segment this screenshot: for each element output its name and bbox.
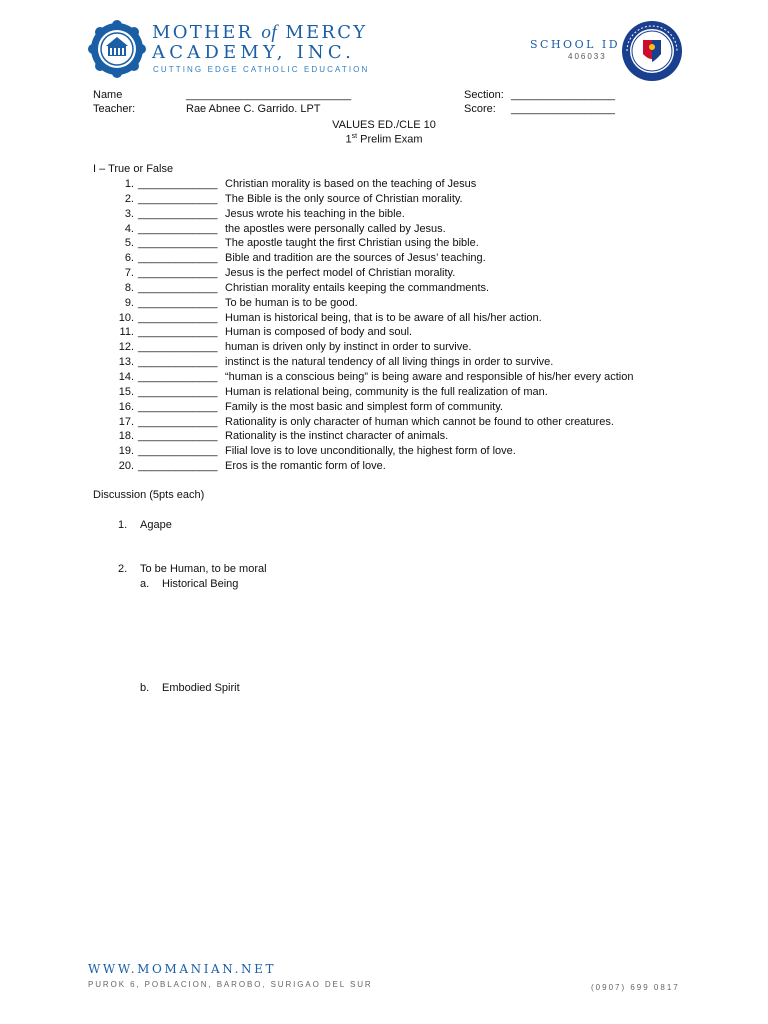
teacher-name: Rae Abnee C. Garrido. LPT	[186, 103, 321, 115]
exam-title: 1st Prelim Exam	[345, 133, 423, 146]
item-statement: To be human is to be good.	[225, 296, 358, 309]
item-number: 17.	[118, 415, 134, 428]
answer-blank[interactable]: _____________	[138, 252, 218, 265]
item-number: 9.	[124, 296, 134, 309]
item-number: 2.	[124, 192, 134, 205]
school-name-line2: ACADEMY, INC.	[152, 42, 356, 63]
item-number: 1.	[124, 178, 134, 190]
item-statement: instinct is the natural tendency of all living things in order to survive.	[225, 356, 554, 369]
section-field[interactable]: _________________	[511, 89, 616, 101]
answer-blank[interactable]: _____________	[138, 385, 218, 398]
answer-blank[interactable]: _____________	[138, 326, 218, 339]
sub-item-label: b.	[140, 682, 150, 694]
school-tagline: CUTTING EDGE CATHOLIC EDUCATION	[153, 65, 370, 74]
item-statement: Eros is the romantic form of love.	[225, 460, 386, 473]
answer-blank[interactable]: _____________	[138, 222, 218, 235]
item-number: 14.	[118, 370, 134, 383]
answer-blank[interactable]: _____________	[138, 415, 218, 428]
school-phone: (0907) 699 0817	[591, 983, 680, 992]
answer-blank[interactable]: _____________	[138, 311, 218, 324]
item-statement: Human is historical being, that is to be aware of all his/her action.	[225, 311, 542, 324]
answer-blank[interactable]: _____________	[138, 356, 218, 369]
name-label: Name	[93, 89, 123, 101]
section-label: Section:	[464, 89, 504, 101]
item-number: 18.	[118, 430, 134, 443]
item-number: 20.	[118, 460, 134, 473]
answer-blank[interactable]: _____________	[138, 192, 218, 205]
item-number: 5.	[124, 237, 134, 250]
school-id-label: SCHOOL ID	[530, 38, 621, 51]
answer-blank[interactable]: _____________	[138, 370, 218, 383]
sub-item-embodied-spirit: Embodied Spirit	[162, 682, 240, 694]
item-number: 8.	[124, 281, 134, 294]
item-number: 7.	[124, 267, 134, 280]
name-field[interactable]: ___________________________	[186, 89, 352, 101]
teacher-label: Teacher:	[93, 103, 136, 115]
item-statement: “human is a conscious being” is being aware and responsible of his/her every action	[225, 370, 634, 383]
answer-blank[interactable]: _____________	[138, 237, 218, 250]
school-logo	[88, 20, 146, 78]
answer-blank[interactable]: _____________	[138, 207, 218, 220]
item-number: 15.	[118, 385, 134, 398]
answer-blank[interactable]: _____________	[138, 445, 218, 458]
answer-blank[interactable]: _____________	[138, 341, 218, 354]
discussion-item-number: 2.	[118, 563, 128, 575]
score-label: Score:	[464, 103, 496, 115]
item-statement: Bible and tradition are the sources of Jesus’ teaching.	[225, 252, 486, 265]
discussion-item-agape: Agape	[140, 519, 172, 531]
discussion-heading: Discussion (5pts each)	[93, 489, 205, 501]
item-statement: Family is the most basic and simplest form of community.	[225, 400, 503, 413]
score-field[interactable]: _________________	[511, 103, 616, 115]
item-number: 11.	[119, 326, 134, 339]
item-statement: the apostles were personally called by Jesus.	[225, 222, 446, 235]
subject-title: VALUES ED./CLE 10	[332, 119, 436, 131]
sub-item-label: a.	[140, 578, 150, 590]
item-statement: Jesus wrote his teaching in the bible.	[225, 207, 405, 220]
item-statement: Rationality is only character of human which cannot be found to other creatures.	[225, 415, 614, 428]
item-statement: The apostle taught the first Christian using the bible.	[225, 237, 479, 250]
answer-blank[interactable]: _____________	[138, 267, 218, 280]
school-name: MOTHER of MERCY	[152, 22, 368, 43]
sub-item-historical-being: Historical Being	[162, 578, 239, 590]
item-statement: Human is relational being, community is the full realization of man.	[225, 385, 548, 398]
answer-blank[interactable]: _____________	[138, 400, 218, 413]
answer-blank[interactable]: _____________	[138, 460, 218, 473]
item-statement: The Bible is the only source of Christian morality.	[225, 192, 463, 205]
school-id-value: 406033	[568, 52, 607, 61]
item-number: 6.	[124, 252, 134, 265]
discussion-item-number: 1.	[118, 519, 128, 531]
answer-blank[interactable]: _____________	[138, 296, 218, 309]
item-statement: Christian morality entails keeping the commandments.	[225, 281, 490, 294]
item-statement: Rationality is the instinct character of animals.	[225, 430, 449, 443]
item-number: 3.	[124, 207, 134, 220]
answer-blank[interactable]: _____________	[138, 430, 218, 443]
discussion-item-human-moral: To be Human, to be moral	[140, 563, 267, 575]
school-address: PUROK 6, POBLACION, BAROBO, SURIGAO DEL SUR	[88, 980, 373, 989]
item-statement: Jesus is the perfect model of Christian morality.	[225, 267, 456, 280]
item-number: 13.	[118, 356, 134, 369]
item-number: 4.	[124, 222, 134, 235]
item-number: 19.	[118, 445, 134, 458]
item-statement: Filial love is to love unconditionally, the highest form of love.	[225, 445, 516, 458]
item-number: 16.	[118, 400, 134, 413]
true-false-heading: I – True or False	[93, 163, 174, 175]
website-url: WWW.MOMANIAN.NET	[88, 962, 277, 976]
answer-blank[interactable]: _____________	[138, 281, 218, 294]
deped-seal	[621, 20, 683, 82]
item-number: 10.	[118, 311, 134, 324]
item-statement: human is driven only by instinct in order to survive.	[225, 341, 472, 354]
item-number: 12.	[118, 341, 134, 354]
item-statement: Human is composed of body and soul.	[225, 326, 413, 339]
item-statement: Christian morality is based on the teaching of Jesus	[225, 178, 477, 190]
answer-blank[interactable]: _____________	[138, 178, 218, 190]
